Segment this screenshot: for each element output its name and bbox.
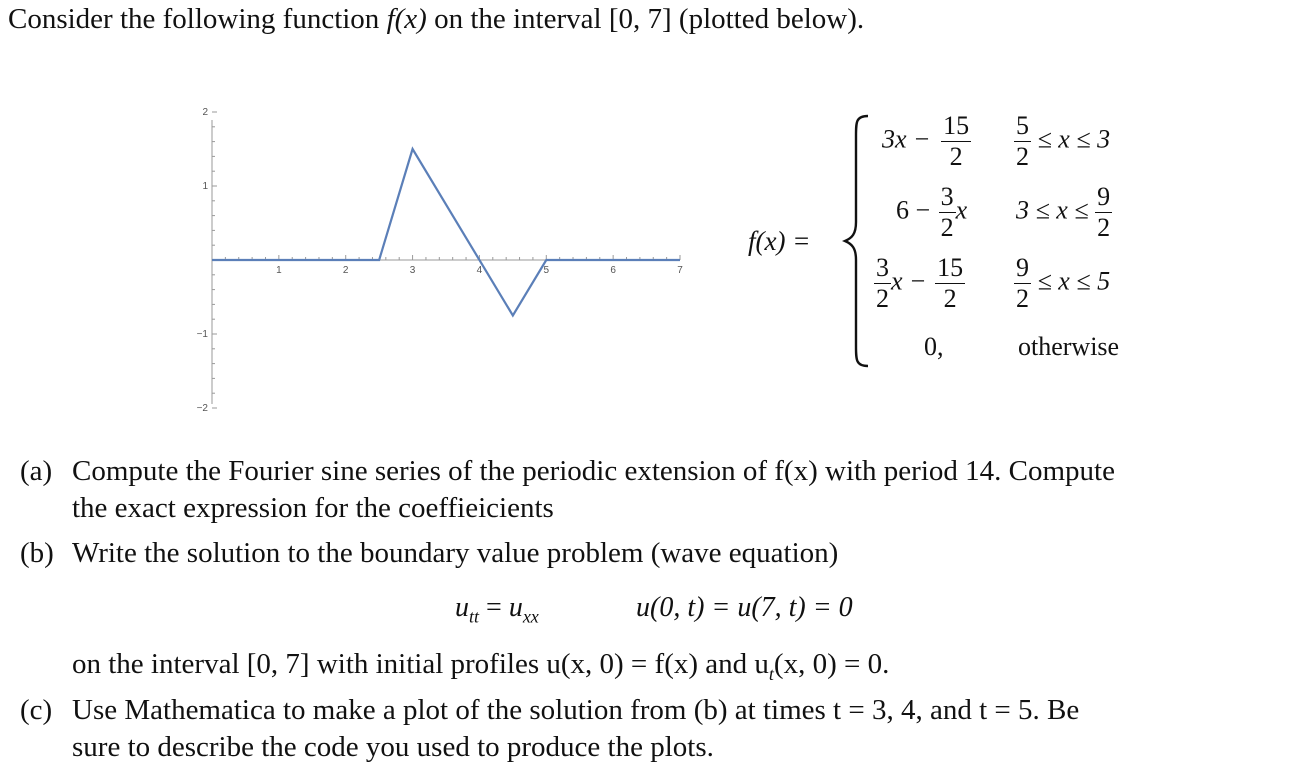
cond1-den: 2 [1016,142,1029,171]
x-tick-label: 6 [610,265,616,276]
part-c-line2: sure to describe the code you used to produce the plots. [72,731,714,763]
intro-text [8,3,864,36]
part-a-label: (a) [20,455,53,487]
piece-cond-3 [1014,255,1110,312]
cond2-head: 3 ≤ x ≤ [1016,195,1089,225]
part-c-line1: Use Mathematica to make a plot of the solution from (b) at times t = 3, 4, and t = 5. Be [72,694,1080,726]
row3-num2: 15 [937,253,964,282]
row3-den1: 2 [876,284,889,313]
x-tick-label: 2 [342,265,349,276]
x-tick-label: 7 [677,265,683,276]
part-b-label: (b) [20,537,54,569]
intro-fx: f(x) [386,3,427,35]
intro-before: Consider the following function [8,3,387,35]
y-tick-label: −1 [196,329,208,340]
x-tick-label: 3 [409,265,416,276]
x-tick-label: 4 [476,265,483,276]
cond2-den: 2 [1097,213,1111,242]
x-tick-label: 1 [276,265,282,276]
cond3-num: 9 [1016,253,1029,282]
row1-expr: 3x − [882,124,931,154]
initial-profiles: on the interval [0, 7] with initial profiles u(x, 0) = f(x) and $u_t(x$, 0) = 0. [72,648,890,684]
row4-expr: 0, [924,332,944,361]
row2-expr: 6 − [896,195,931,225]
y-tick-label: 2 [202,107,208,118]
part-a-line2: the exact expression for the coeffieicients [72,492,554,524]
piece-cond-1 [1014,113,1110,170]
intro-after: (plotted below). [671,3,865,35]
row4-cond: otherwise [1018,332,1120,361]
row2-den: 2 [940,213,954,242]
cond2-num: 9 [1097,182,1111,211]
cond1-num: 5 [1016,111,1029,140]
piece-row-2 [896,184,967,241]
part-b-line1: Write the solution to the boundary value problem (wave equation) [72,537,839,569]
part-c-label: (c) [20,694,53,726]
cond3-tail: ≤ x ≤ 5 [1037,266,1111,296]
y-tick-label: 1 [202,181,208,192]
y-tick-label: −2 [196,403,208,414]
intro-interval: [0, 7] [608,3,672,35]
row2-num: 3 [940,182,954,211]
cond3-den: 2 [1016,284,1029,313]
plot-axes [212,120,678,404]
row1-den: 2 [949,142,963,171]
piece-cond-2 [1016,184,1112,241]
row1-num: 15 [943,111,970,140]
function-line [212,149,680,316]
left-brace [842,112,872,370]
function-plot [195,100,685,420]
intro-middle: on the interval [426,3,609,35]
row2-x: x [955,195,968,225]
part-a-line1: Compute the Fourier sine series of the periodic extension of f(x) with period 14. Compute [72,455,1115,487]
piecewise-lhs: f(x) = [748,226,811,256]
piece-row-3 [874,255,965,312]
row3-den2: 2 [943,284,957,313]
cond1-tail: ≤ x ≤ 3 [1037,124,1111,154]
row3-mid: x − [891,266,927,296]
row3-num1: 3 [876,253,889,282]
x-tick-label: 5 [543,265,550,276]
pde: $u_{tt} = u_{xx}$ [455,592,539,627]
piece-row-1 [882,113,971,170]
boundary-conditions: u(0, t) = u(7, t) = 0 [636,592,853,623]
